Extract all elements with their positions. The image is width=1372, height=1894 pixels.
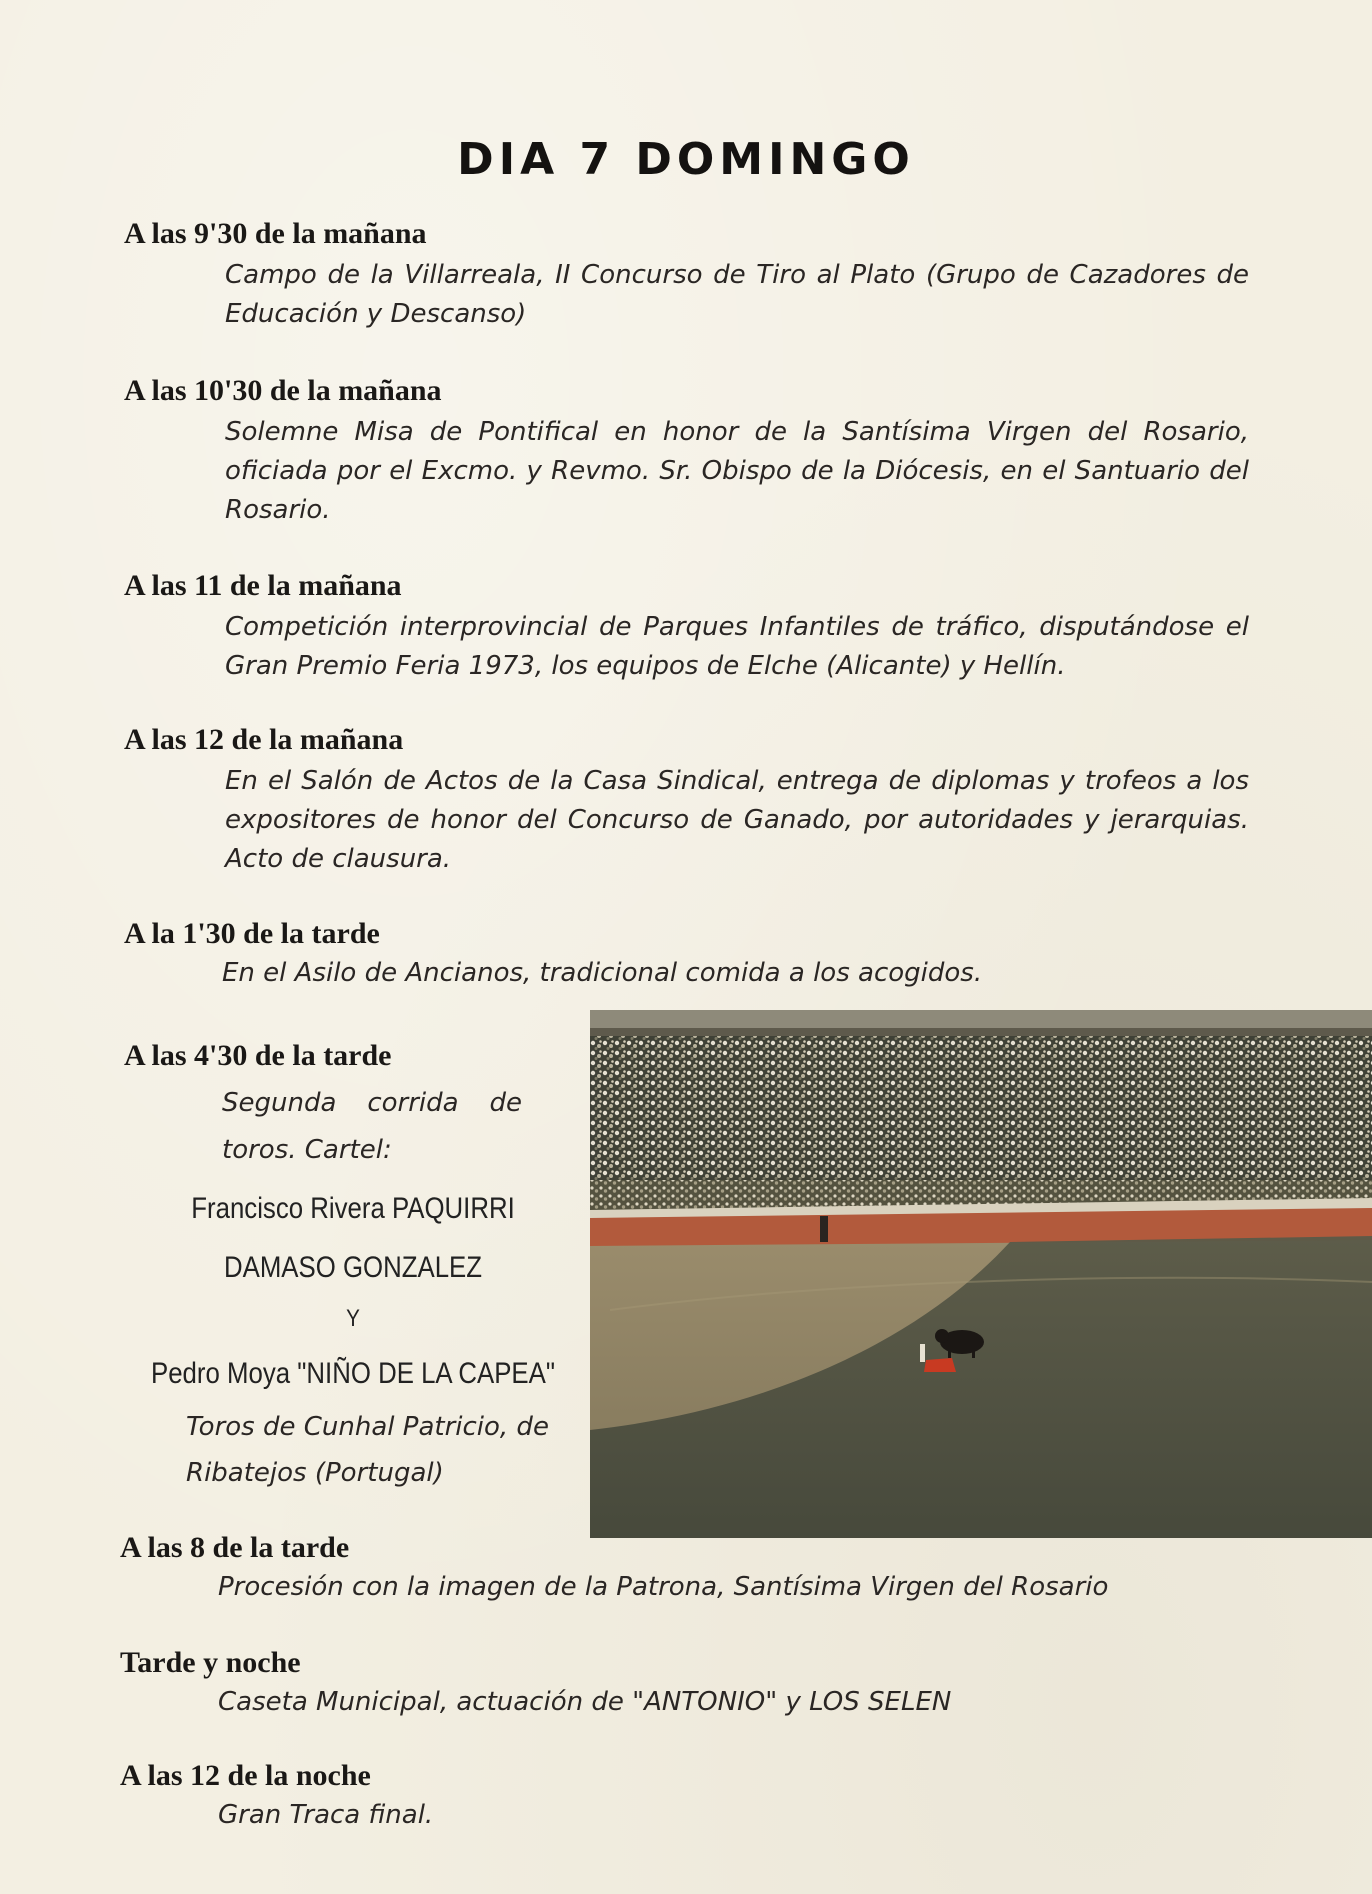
event-time: A las 10'30 de la mañana <box>124 374 442 407</box>
event-5 <box>124 914 1252 993</box>
event-3 <box>124 566 1252 686</box>
event-7 <box>120 1528 1260 1607</box>
event-1 <box>124 214 1252 334</box>
bullring-photo <box>590 1010 1372 1538</box>
cartel-matador-3: Pedro Moya "NIÑO DE LA CAPEA" <box>150 1357 556 1390</box>
page-title: DIA 7 DOMINGO <box>457 134 915 185</box>
event-description: Gran Traca final. <box>218 1800 434 1830</box>
event-4 <box>124 720 1252 879</box>
event-time: A las 11 de la mañana <box>124 569 402 602</box>
event-time: A las 12 de la mañana <box>124 723 404 756</box>
event-6 <box>124 1036 584 1174</box>
event-time: Tarde y noche <box>120 1646 301 1679</box>
ganaderia-text: Toros de Cunhal Patricio, de Ribatejos (Portugal) <box>186 1412 549 1488</box>
cartel-conjunction: Y <box>346 1305 360 1332</box>
event-time: A las 8 de la tarde <box>120 1531 350 1564</box>
event-description: En el Asilo de Ancianos, tradicional comida a los acogidos. <box>222 958 983 988</box>
bullring-illustration <box>590 1010 1372 1538</box>
event-description: En el Salón de Actos de la Casa Sindical, entrega de diplomas y trofeos a los expositores de honor del Concurso de Ganado, por autoridades y jerarquias. Acto de clausura. <box>225 766 1249 874</box>
event-description: Solemne Misa de Pontifical en honor de la Santísima Virgen del Rosario, oficiada por el Excmo. y Revmo. Sr. Obispo de la Diócesis, en el Santuario del Rosario. <box>225 417 1249 525</box>
event-time: A las 4'30 de la tarde <box>124 1039 392 1072</box>
event-2 <box>124 371 1252 530</box>
event-8 <box>120 1643 1260 1722</box>
event-time: A la 1'30 de la tarde <box>124 917 380 950</box>
event-9 <box>120 1756 1260 1835</box>
event-time: A las 9'30 de la mañana <box>124 217 427 250</box>
cartel-matador-2: DAMASO GONZALEZ <box>223 1251 483 1284</box>
event-description: Caseta Municipal, actuación de "ANTONIO" y LOS SELEN <box>218 1687 952 1717</box>
event-description: Segunda corrida de toros. Cartel: <box>222 1088 522 1165</box>
event-description: Competición interprovincial de Parques Infantiles de tráfico, disputándose el Gran Premio Feria 1973, los equipos de Elche (Alicante) y Hellín. <box>225 612 1249 681</box>
cartel-matador-1: Francisco Rivera PAQUIRRI <box>191 1192 515 1225</box>
event-description: Procesión con la imagen de la Patrona, Santísima Virgen del Rosario <box>218 1572 1109 1602</box>
event-time: A las 12 de la noche <box>120 1759 371 1792</box>
event-description: Campo de la Villarreala, II Concurso de Tiro al Plato (Grupo de Cazadores de Educación y Descanso) <box>225 260 1249 329</box>
